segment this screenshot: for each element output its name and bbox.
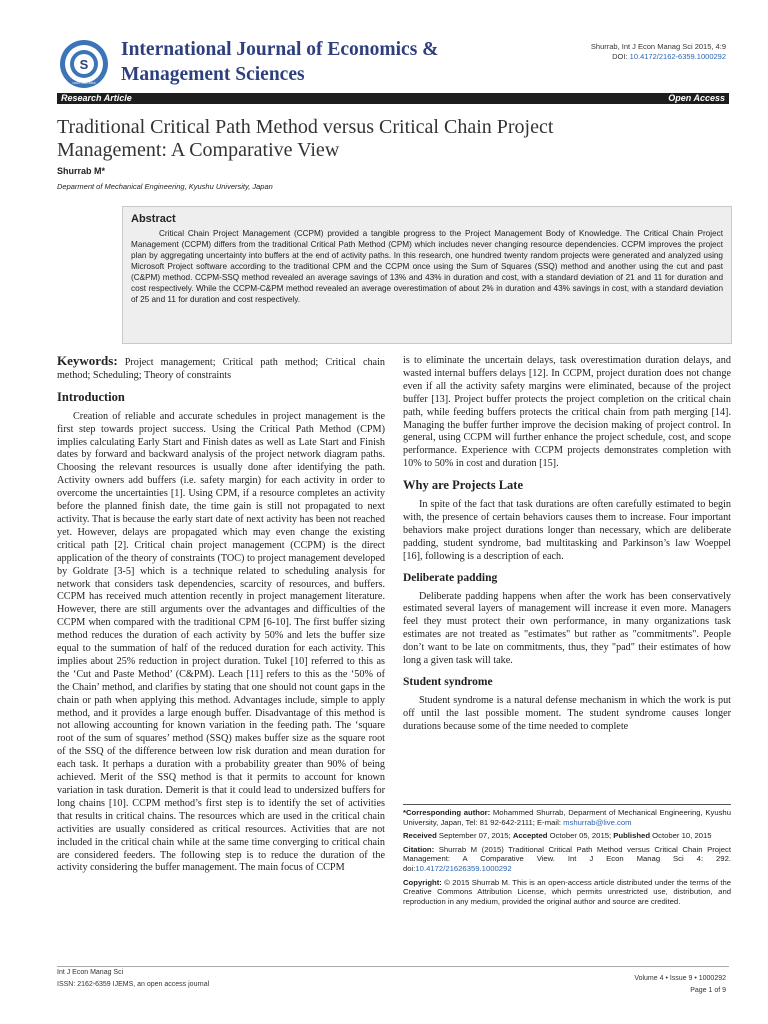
student-syndrome-heading: Student syndrome [403, 675, 493, 688]
article-title-line2: Management: A Comparative View [57, 139, 340, 161]
logo-letter: S [79, 57, 89, 72]
introduction-paragraph-continued: is to eliminate the uncertain delays, task overestimation duration delays, and wasted internal buffers delays [12]. In CCPM, project duration does not change even if all the activity safety margins were eliminated, because of the project buffer [13]. Project buffer protects the project completion on the critical chain path, while feeding buffers protects the critical chain from path merging [14]. Managing the buffer further improve the decision making of project control. In general, using CCPM will further enhance the project schedule, cost, and scope performance. Experience with CCPM projects demonstrates completion with 10% to 50% in cost and duration [15]. [403, 355, 731, 470]
citation-doi-link[interactable]: 10.4172/21626359.1000292 [415, 863, 512, 873]
copyright-text: © 2015 Shurrab M. This is an open-access article distributed under the terms of the Creative Commons Attribution License, which permits unrestricted use, distribution, and reproduction in any medium, provided the original author and source are credited. [403, 877, 731, 906]
introduction-paragraph: Creation of reliable and accurate schedules in project management is the first step towards project success. Using the Critical Path Method (CPM) implies calculating Early Start and Finish dates as well as Late Start and Finish dates by forward and backward analysis of the project network diagram paths. Choosing the relevant resources is usually done after identifying the path. Activity owners add buffers (i.e. safety margin) for each activity in order to overcome the uncertainties [1]. Using CPM, if a resource completes an activity before the planned finish date, the time gain is still not propagated to next activity. That is because the early start date of next activity has been not reached yet. However, delays are propagated which may even change the existing critical path [2]. Critical chain project management (CCPM) is the direct application of the theory of constraints (TOC) to project management developed by Goldrate [3-5] which is a technique related to scheduling analysis for network that considers task dependencies, scarcity of resources, and buffers. CCPM has received much attention recently in project management literature. However, there are still arguments over the advantages and difficulties of the CCPM when compared with the traditional CPM [6-10]. The first buffer sizing method reduces the duration of each activity by 50% and lets the buffer size equal to the summation of half of the reduced duration for each activity. This implies about 25% reduction in project duration. Tukel [10] referred to this as the ‘Cut and Paste Method’ (C&PM). Leach [11] refers to this as the ‘50% of the Chain’ method, and clarifies by stating that one should not count gaps in the chain or path when applying this method. Advantages include, simple to apply method, and it provides a large enough buffer. Disadvantage of this method is not allowing accounting for known variation in the feeding path. The ‘square root of the sum of squares’ method (SSQ) makes buffer size as the square root of the SSQ of the difference between low risk duration and mean duration for each task. It perhaps a duration with a probability greater than 90% of being achieved. Merit of the SSQ method is that it permits to account for known variation in task duration. Demerit is that it could lead to undersized buffers for long chains [10]. CCPM method’s first step is to identify the set of activities that results in critical chains. The resources which are used in the critical chain activities are usually considered as critical resources. Activities that are not included in the critical chain while at the same time converging to critical chain are considered feeders. The following step is to reduce the duration of the activity considering the buffer management. The main focus of CCPM [57, 410, 385, 874]
citation-label: Citation: [403, 844, 435, 854]
footer-volume: Volume 4 • Issue 9 • 1000292 [634, 975, 726, 982]
doi-label: DOI: [612, 52, 630, 61]
article-title-line1: Traditional Critical Path Method versus Critical Chain Project [57, 116, 554, 138]
published-date: October 10, 2015 [650, 831, 712, 841]
copyright-label: Copyright: [403, 877, 442, 887]
received-date: September 07, 2015; [436, 831, 513, 841]
corr-text: Mohammed Shurrab, Deparment of Mechanical Engineering, Kyushu University, Japan, Tel: 81 92-642-2111; E-mail: [403, 808, 731, 827]
header-doi [612, 52, 726, 61]
footnote-box [403, 804, 731, 910]
article-type: Research Article [61, 93, 132, 103]
journal-logo-icon [58, 38, 110, 90]
footer-rule [57, 966, 729, 967]
keywords [57, 355, 385, 383]
received-label: Received [403, 831, 437, 841]
deliberate-padding-paragraph: Deliberate padding happens when after the work has been conservatively estimated several layers of management will increase it even more. Managers feel they must protect their own performance, in many organizations task estimates are not treated as "estimates" but rather as "commitments". People don’t want to be late on commitments, thus, they "pad" their estimates of how long a given task will take. [403, 590, 731, 667]
logo-issn: ISSN: 2162-6359 [72, 81, 96, 85]
introduction-heading: Introduction [57, 389, 125, 404]
doi-link[interactable]: 10.4172/2162-6359.1000292 [629, 52, 726, 61]
why-late-heading: Why are Projects Late [403, 478, 523, 493]
accepted-date: October 05, 2015; [547, 831, 614, 841]
header-citation: Shurrab, Int J Econ Manag Sci 2015, 4:9 [590, 42, 726, 51]
keywords-label: Keywords: [57, 353, 118, 368]
deliberate-padding-heading: Deliberate padding [403, 571, 498, 584]
right-column [403, 355, 731, 734]
journal-title-line2: Management Sciences [121, 64, 305, 85]
citation-text: Shurrab M (2015) Traditional Critical Path Method versus Critical Chain Project Management: A Comparative View. Int J Econ Manag Sci 4: 292. doi: [403, 844, 731, 873]
left-column [57, 355, 385, 875]
footer-page: Page 1 of 9 [690, 987, 726, 994]
copyright [403, 878, 731, 907]
accepted-label: Accepted [512, 831, 548, 841]
footer-journal: Int J Econ Manag Sci [57, 969, 124, 976]
keywords-text: Project management; Critical path method; Critical chain method; Scheduling; Theory of constraints [57, 357, 385, 381]
email-link[interactable]: mshurrab@live.com [563, 817, 632, 827]
student-syndrome-paragraph: Student syndrome is a natural defense mechanism in which the work is put off until the last possible moment. The student syndrome causes longer durations because some of the time needed to complete [403, 694, 731, 732]
article-type-band [57, 93, 729, 104]
corr-label: *Corresponding author: [403, 808, 491, 817]
article-title [57, 116, 697, 162]
abstract-text: Critical Chain Project Management (CCPM) provided a tangible progress to the Project Management Body of Knowledge. The Critical Chain Project Management (CCPM) differs from the traditional Critical Path Method (CPM) which includes never changing resource dependencies. CCPM improves the project plan by aggregating uncertainty into buffers at the end of activity paths. In this research, one hundred twenty random projects were generated and analyzed using Microsoft Project software according to the traditional CPM and the CCPM once using the Sum of Squares (SSQ) method and another using the cut and past (C&PM) method. CCPM-SSQ method revealed an average savings of 13% and 43% in duration and cost, with a standard deviation of 21 and 11 for duration and cost respectively. While the CCPM-C&PM method revealed an average overestimation of about 2% in duration and 43% savings in cost, with a standard deviation of 25 and 11 for duration and cost respectively. [131, 229, 723, 304]
corresponding-author [403, 808, 731, 827]
journal-title-line1: International Journal of Economics & [121, 39, 439, 60]
why-late-paragraph: In spite of the fact that task durations are often carefully estimated to begin with, the presence of certain behaviors causes them to increase. Four important behaviors make project durations longer than necessary, which are deliberate padding, student syndrome, bad multitasking and Parkinson’s law Woeppel [16], following is a description of each. [403, 499, 731, 562]
affiliation: Deparment of Mechanical Engineering, Kyushu University, Japan [57, 182, 273, 191]
journal-title [121, 37, 438, 87]
author: Shurrab M* [57, 166, 106, 176]
citation [403, 845, 731, 874]
dates [403, 831, 731, 841]
abstract-heading: Abstract [131, 213, 176, 225]
published-label: Published [613, 831, 651, 841]
abstract-box [122, 206, 732, 344]
footer-issn: ISSN: 2162-6359 IJEMS, an open access journal [57, 981, 210, 988]
open-access-badge: Open Access [668, 93, 725, 103]
